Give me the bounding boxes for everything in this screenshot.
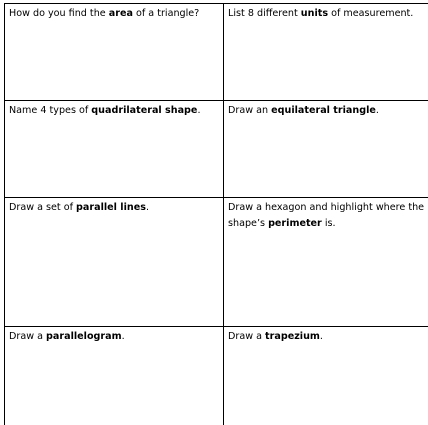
- keyword: area: [109, 8, 133, 19]
- keyword: parallel lines: [76, 202, 146, 213]
- question-card-area: [5, 4, 224, 101]
- question-card-parallel-lines: [5, 198, 224, 327]
- keyword: perimeter: [268, 218, 322, 229]
- question-text: Draw a parallelogram.: [9, 331, 125, 342]
- grid-row: [5, 327, 428, 425]
- question-card-perimeter: [224, 198, 428, 327]
- question-text: List 8 different units of measurement.: [228, 8, 413, 19]
- question-card-equilateral-triangle: [224, 101, 428, 198]
- grid-row: [5, 4, 428, 101]
- question-text: Draw an equilateral triangle.: [228, 105, 379, 116]
- question-grid: [4, 3, 428, 425]
- keyword: equilateral triangle: [271, 105, 376, 116]
- grid-row: [5, 101, 428, 198]
- question-card-trapezium: [224, 327, 428, 425]
- question-text: Draw a set of parallel lines.: [9, 202, 149, 213]
- grid-row: [5, 198, 428, 327]
- question-text: Draw a trapezium.: [228, 331, 323, 342]
- keyword: units: [301, 8, 328, 19]
- keyword: trapezium: [265, 331, 320, 342]
- question-text: How do you find the area of a triangle?: [9, 8, 199, 19]
- keyword: quadrilateral shape: [91, 105, 197, 116]
- keyword: parallelogram: [46, 331, 122, 342]
- question-text: Name 4 types of quadrilateral shape.: [9, 105, 201, 116]
- question-text: Draw a hexagon and highlight where the shape’s perimeter is.: [228, 202, 424, 229]
- question-card-parallelogram: [5, 327, 224, 425]
- question-card-quadrilateral: [5, 101, 224, 198]
- question-card-units: [224, 4, 428, 101]
